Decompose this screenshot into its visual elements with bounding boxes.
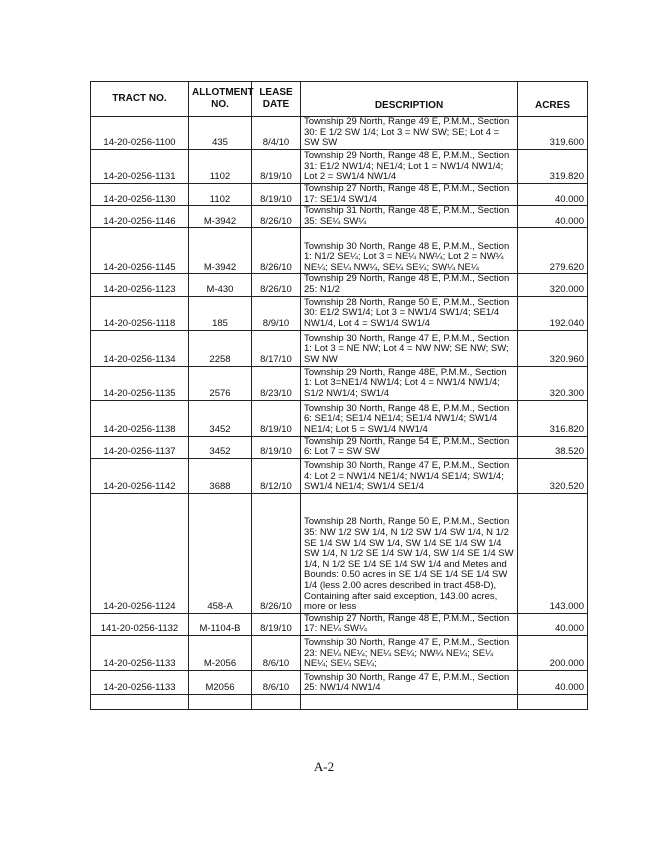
description-cell: Township 29 North, Range 49 E, P.M.M., Section 30: E 1/2 SW 1/4; Lot 3 = NW SW; SE; Lot 4 = SW SW bbox=[301, 117, 518, 150]
tract-no-cell: 14-20-0256-1146 bbox=[91, 206, 189, 228]
description-cell: Township 30 North, Range 47 E, P.M.M., Section 4: Lot 2 = NW1/4 NE1/4; NW1/4 SE1/4; SW1/4; SW1/4 NE1/4; SW1/4 SE1/4 bbox=[301, 458, 518, 493]
empty-table-row bbox=[91, 694, 588, 709]
lease-date-cell: 8/26/10 bbox=[252, 274, 301, 296]
allotment-no-cell: 435 bbox=[189, 117, 252, 150]
lease-date-cell: 8/19/10 bbox=[252, 400, 301, 436]
acres-header: ACRES bbox=[518, 82, 588, 117]
description-cell: Township 29 North, Range 48 E, P.M.M., Section 25: N1/2 bbox=[301, 274, 518, 296]
allotment-no-cell: 2576 bbox=[189, 366, 252, 400]
empty-cell bbox=[518, 694, 588, 709]
description-cell: Township 27 North, Range 48 E, P.M.M., Section 17: SE1/4 SW1/4 bbox=[301, 184, 518, 206]
allotment-no-cell: M-3942 bbox=[189, 228, 252, 274]
acres-cell: 279.620 bbox=[518, 228, 588, 274]
table-row bbox=[91, 458, 588, 493]
tract-no-cell: 14-20-0256-1118 bbox=[91, 296, 189, 330]
description-cell: Township 29 North, Range 48E, P.M.M., Section 1: Lot 3=NE1/4 NW1/4; Lot 4 = NW1/4 NW1/4; S1/2 NW1/4; SW1/4 bbox=[301, 366, 518, 400]
description-cell: Township 28 North, Range 50 E, P.M.M., Section 35: NW 1/2 SW 1/4, N 1/2 SW 1/4 SW 1/4, N 1/2 SE 1/4 SW 1/4 SW 1/4, SW 1/4 SE 1/4 SW 1/4 SW 1/4, N 1/2 SE 1/4 SW 1/4, SW 1/4 SE 1/4 SW 1/4, N 1/2 SE 1/4 SE 1/4 SW 1/4 and Metes and Bounds: 0.50 acres in SE 1/4 SE 1/4 SE 1/4 SW 1/4 (less 2.00 acres described in tract 458-D), Containing after said exception, 143.00 acres, more or less bbox=[301, 493, 518, 613]
table-row bbox=[91, 184, 588, 206]
description-cell: Township 30 North, Range 47 E, P.M.M., Section 25: NW1/4 NW1/4 bbox=[301, 670, 518, 694]
description-cell: Township 27 North, Range 48 E, P.M.M., Section 17: NE¼ SW¼ bbox=[301, 613, 518, 635]
table-row bbox=[91, 493, 588, 613]
lease-date-cell: 8/19/10 bbox=[252, 436, 301, 458]
tract-no-cell: 14-20-0256-1138 bbox=[91, 400, 189, 436]
acres-cell: 319.820 bbox=[518, 150, 588, 184]
table-row bbox=[91, 613, 588, 635]
table-row bbox=[91, 150, 588, 184]
tract-no-cell: 14-20-0256-1131 bbox=[91, 150, 189, 184]
acres-cell: 40.000 bbox=[518, 670, 588, 694]
table-row bbox=[91, 274, 588, 296]
allotment-no-cell: 2258 bbox=[189, 330, 252, 366]
acres-cell: 40.000 bbox=[518, 184, 588, 206]
lease-date-cell: 8/17/10 bbox=[252, 330, 301, 366]
lease-table bbox=[90, 81, 588, 710]
acres-cell: 316.820 bbox=[518, 400, 588, 436]
acres-cell: 40.000 bbox=[518, 613, 588, 635]
table-row bbox=[91, 400, 588, 436]
description-cell: Township 29 North, Range 48 E, P.M.M., Section 31: E1/2 NW1/4; NE1/4; Lot 1 = NW1/4 NW1/4; Lot 2 = SW1/4 NW1/4 bbox=[301, 150, 518, 184]
tract-no-cell: 14-20-0256-1145 bbox=[91, 228, 189, 274]
lease-date-cell: 8/6/10 bbox=[252, 670, 301, 694]
lease-date-cell: 8/26/10 bbox=[252, 206, 301, 228]
acres-cell: 320.520 bbox=[518, 458, 588, 493]
lease-date-cell: 8/26/10 bbox=[252, 228, 301, 274]
description-cell: Township 30 North, Range 48 E, P.M.M., Section 6: SE1/4; SE1/4 NE1/4; SE1/4 NW1/4; SW1/4 NE1/4; Lot 5 = SW1/4 NW1/4 bbox=[301, 400, 518, 436]
description-cell: Township 29 North, Range 54 E, P.M.M., Section 6: Lot 7 = SW SW bbox=[301, 436, 518, 458]
lease-date-cell: 8/12/10 bbox=[252, 458, 301, 493]
description-cell: Township 31 North, Range 48 E, P.M.M., Section 35: SE¼ SW¼ bbox=[301, 206, 518, 228]
allotment-no-cell: M-1104-B bbox=[189, 613, 252, 635]
description-cell: Township 30 North, Range 48 E, P.M.M., Section 1: N1/2 SE¼; Lot 3 = NE¼ NW¼; Lot 2 = NW¼ NE¼; SE¼ NW¼, SE¼ SE¼; SW¼ NE¼ bbox=[301, 228, 518, 274]
lease-date-cell: 8/6/10 bbox=[252, 635, 301, 670]
allotment-no-cell: 3452 bbox=[189, 400, 252, 436]
acres-cell: 200.000 bbox=[518, 635, 588, 670]
table-row bbox=[91, 296, 588, 330]
empty-cell bbox=[91, 694, 189, 709]
table-row bbox=[91, 206, 588, 228]
lease-date-cell: 8/26/10 bbox=[252, 493, 301, 613]
table-header-row bbox=[91, 82, 588, 117]
allotment-header: ALLOTMENT NO. bbox=[189, 82, 252, 117]
allotment-no-cell: 3452 bbox=[189, 436, 252, 458]
tract-no-cell: 14-20-0256-1133 bbox=[91, 635, 189, 670]
allotment-no-cell: 1102 bbox=[189, 184, 252, 206]
acres-cell: 40.000 bbox=[518, 206, 588, 228]
tract-no-cell: 14-20-0256-1100 bbox=[91, 117, 189, 150]
lease-date-cell: 8/4/10 bbox=[252, 117, 301, 150]
tract-no-cell: 14-20-0256-1124 bbox=[91, 493, 189, 613]
empty-cell bbox=[189, 694, 252, 709]
acres-cell: 320.960 bbox=[518, 330, 588, 366]
lease-date-header: LEASE DATE bbox=[252, 82, 301, 117]
allotment-no-cell: M-2056 bbox=[189, 635, 252, 670]
tract-no-cell: 141-20-0256-1132 bbox=[91, 613, 189, 635]
tract-no-cell: 14-20-0256-1130 bbox=[91, 184, 189, 206]
table-row bbox=[91, 117, 588, 150]
lease-date-cell: 8/19/10 bbox=[252, 150, 301, 184]
table-row bbox=[91, 436, 588, 458]
empty-cell bbox=[301, 694, 518, 709]
table-row bbox=[91, 330, 588, 366]
allotment-no-cell: M-430 bbox=[189, 274, 252, 296]
acres-cell: 38.520 bbox=[518, 436, 588, 458]
allotment-no-cell: 458-A bbox=[189, 493, 252, 613]
table-row bbox=[91, 228, 588, 274]
description-cell: Township 28 North, Range 50 E, P.M.M., Section 30: E1/2 SW1/4; Lot 3 = NW1/4 SW1/4; SE1/4 NW1/4, Lot 4 = SW1/4 SW1/4 bbox=[301, 296, 518, 330]
acres-cell: 320.000 bbox=[518, 274, 588, 296]
page-number: A-2 bbox=[313, 759, 335, 774]
lease-date-cell: 8/19/10 bbox=[252, 184, 301, 206]
tract-no-cell: 14-20-0256-1133 bbox=[91, 670, 189, 694]
tract-no-cell: 14-20-0256-1123 bbox=[91, 274, 189, 296]
table-row bbox=[91, 366, 588, 400]
table-row bbox=[91, 670, 588, 694]
empty-cell bbox=[252, 694, 301, 709]
description-cell: Township 30 North, Range 47 E, P.M.M., Section 1: Lot 3 = NE NW; Lot 4 = NW NW; SE NW; SW; SW NW bbox=[301, 330, 518, 366]
tract-no-cell: 14-20-0256-1142 bbox=[91, 458, 189, 493]
table-body bbox=[91, 117, 588, 710]
tract-no-cell: 14-20-0256-1137 bbox=[91, 436, 189, 458]
allotment-no-cell: 185 bbox=[189, 296, 252, 330]
description-header: DESCRIPTION bbox=[301, 82, 518, 117]
table-row bbox=[91, 635, 588, 670]
allotment-no-cell: 3688 bbox=[189, 458, 252, 493]
tract-header: TRACT NO. bbox=[91, 82, 189, 117]
description-cell: Township 30 North, Range 47 E, P.M.M., Section 23: NE¼ NE¼; NE¼ SE¼; NW¼ NE¼; SE¼ NE¼; SE¼ SE¼; bbox=[301, 635, 518, 670]
acres-cell: 143.000 bbox=[518, 493, 588, 613]
acres-cell: 320.300 bbox=[518, 366, 588, 400]
allotment-no-cell: 1102 bbox=[189, 150, 252, 184]
tract-no-cell: 14-20-0256-1135 bbox=[91, 366, 189, 400]
acres-cell: 192.040 bbox=[518, 296, 588, 330]
allotment-no-cell: M-3942 bbox=[189, 206, 252, 228]
lease-date-cell: 8/23/10 bbox=[252, 366, 301, 400]
acres-cell: 319.600 bbox=[518, 117, 588, 150]
lease-date-cell: 8/19/10 bbox=[252, 613, 301, 635]
allotment-no-cell: M2056 bbox=[189, 670, 252, 694]
lease-date-cell: 8/9/10 bbox=[252, 296, 301, 330]
tract-no-cell: 14-20-0256-1134 bbox=[91, 330, 189, 366]
